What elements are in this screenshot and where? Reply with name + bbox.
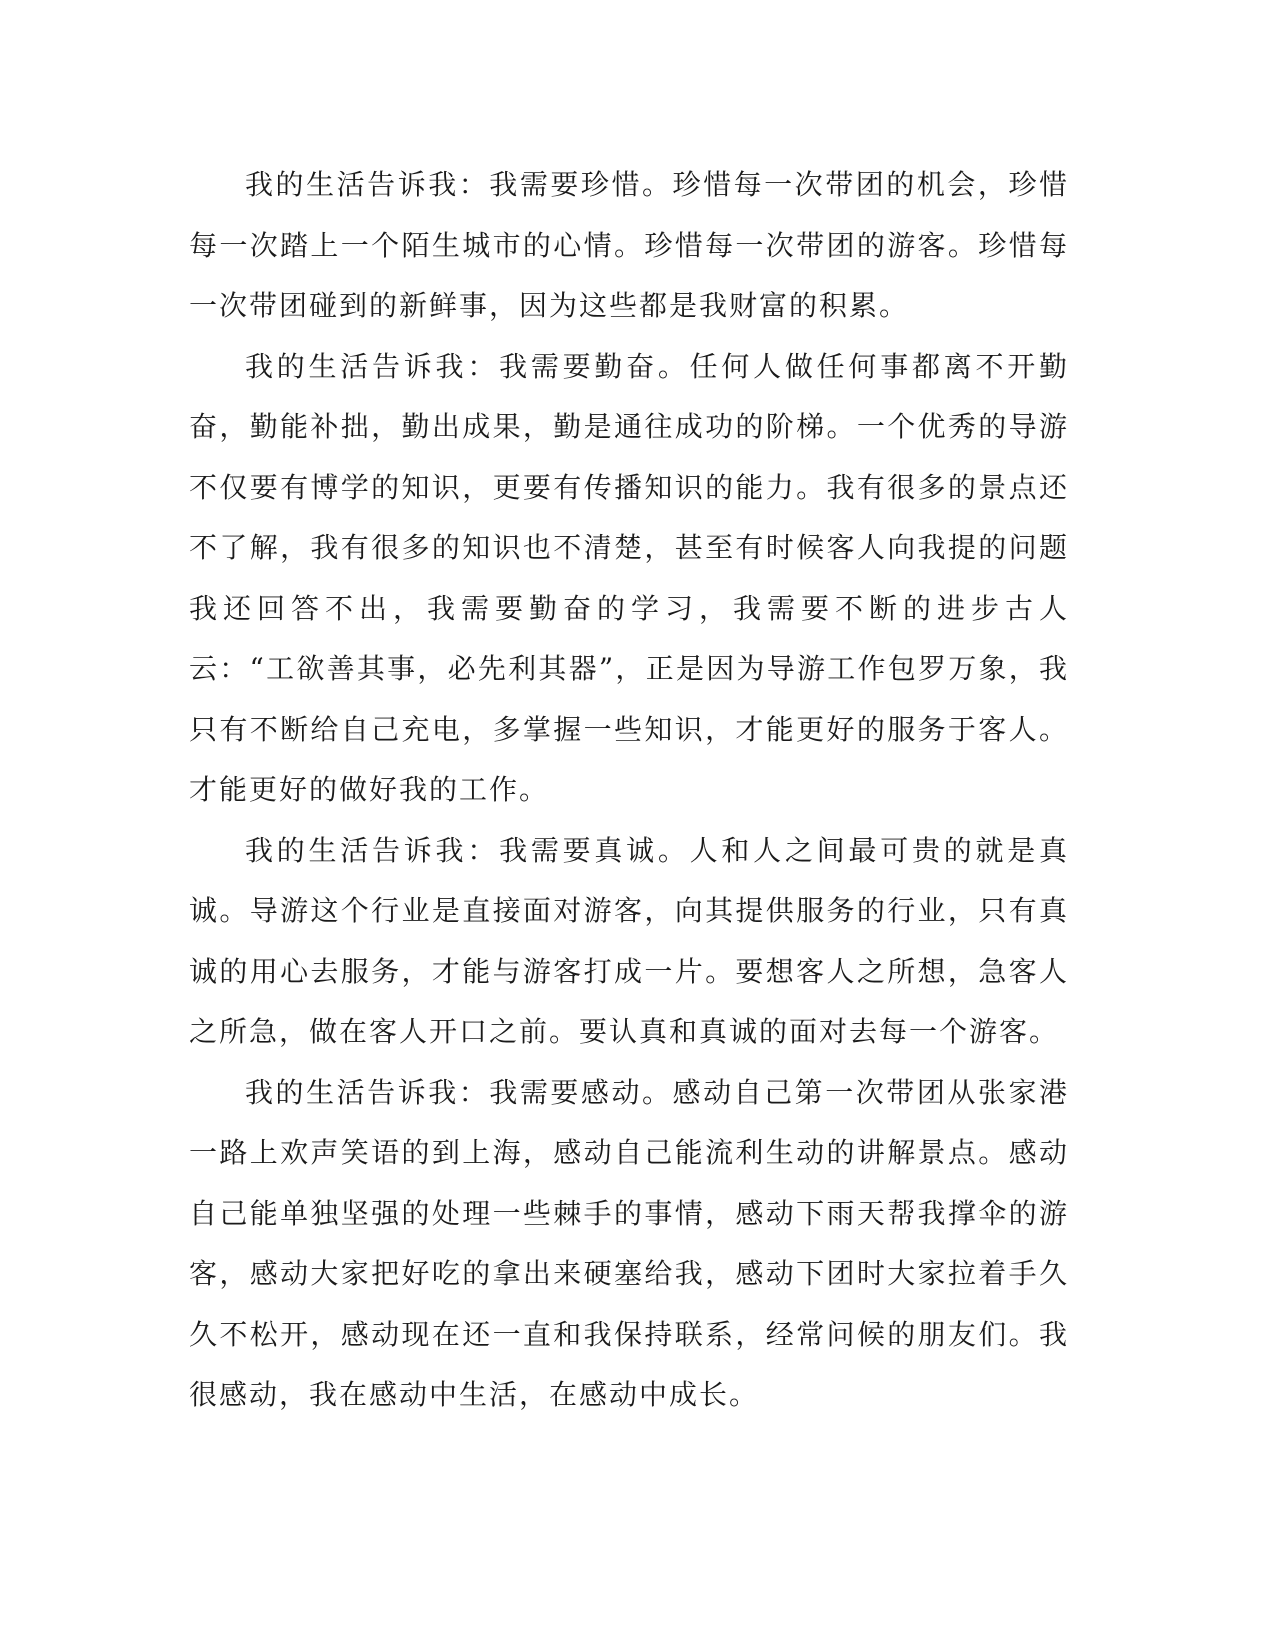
paragraph-cherish: 我的生活告诉我：我需要珍惜。珍惜每一次带团的机会，珍惜每一次踏上一个陌生城市的心情。珍惜每一次带团的游客。珍惜每一次带团碰到的新鲜事，因为这些都是我财富的积累。 — [189, 168, 1069, 322]
paragraph-diligence: 我的生活告诉我：我需要勤奋。任何人做任何事都离不开勤奋，勤能补拙，勤出成果，勤是通往成功的阶梯。一个优秀的导游不仅要有博学的知识，更要有传播知识的能力。我有很多的景点还不了解，我有很多的知识也不清楚，甚至有时候客人向我提的问题我还回答不出，我需要勤奋的学习，我需要不断的进步古人云：“工欲善其事，必先利其器”，正是因为导游工作包罗万象，我只有不断给自己充电，多掌握一些知识，才能更好的服务于客人。才能更好的做好我的工作。 — [189, 349, 1069, 806]
paragraph-sincerity: 我的生活告诉我：我需要真诚。人和人之间最可贵的就是真诚。导游这个行业是直接面对游客，向其提供服务的行业，只有真诚的用心去服务，才能与游客打成一片。要想客人之所想，急客人之所急，做在客人开口之前。要认真和真诚的面对去每一个游客。 — [189, 833, 1069, 1048]
paragraph-gratitude: 我的生活告诉我：我需要感动。感动自己第一次带团从张家港一路上欢声笑语的到上海，感动自己能流利生动的讲解景点。感动自己能单独坚强的处理一些棘手的事情，感动下雨天帮我撑伞的游客，感动大家把好吃的拿出来硬塞给我，感动下团时大家拉着手久久不松开，感动现在还一直和我保持联系，经常问候的朋友们。我很感动，我在感动中生活，在感动中成长。 — [189, 1075, 1069, 1411]
document-body — [189, 155, 1069, 1426]
